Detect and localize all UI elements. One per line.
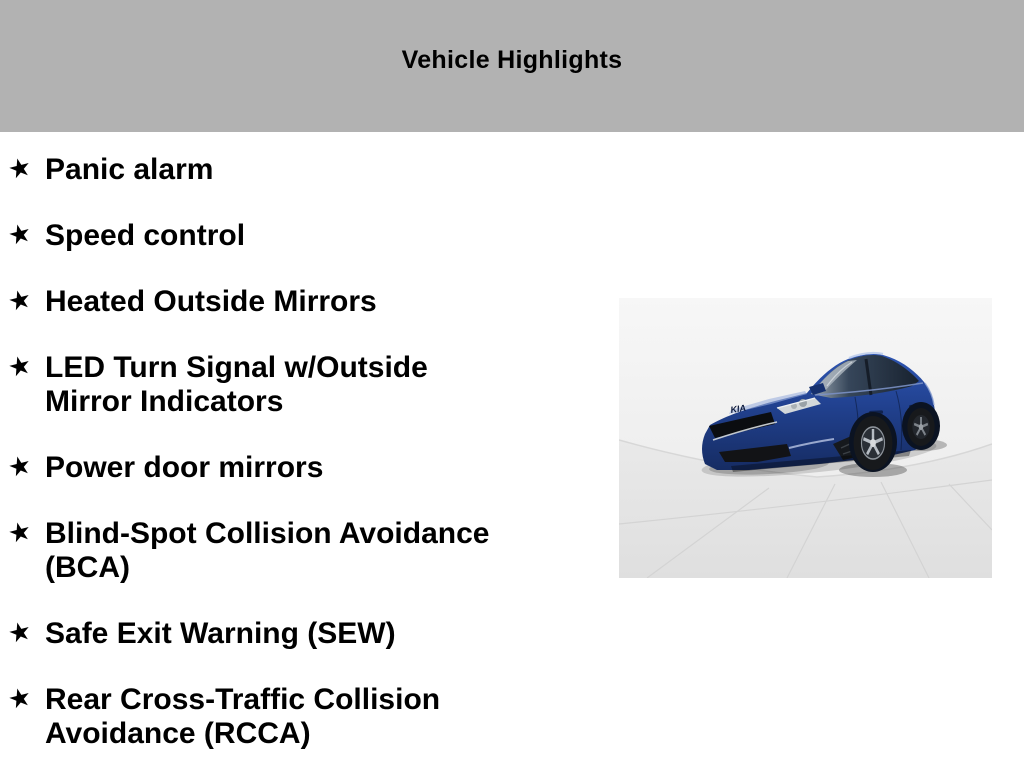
star-bullet-icon: ★ (4, 150, 35, 186)
feature-line: LED Turn Signal w/Outside (45, 351, 428, 384)
feature-text (0, 282, 600, 319)
list-item (0, 614, 600, 651)
feature-text (0, 680, 600, 751)
feature-line: (BCA) (45, 551, 130, 584)
feature-line: Speed control (45, 219, 246, 252)
feature-text (0, 514, 600, 585)
list-item (0, 680, 600, 751)
feature-text (0, 448, 600, 485)
kia-badge: KIA (729, 402, 747, 415)
feature-line: Panic alarm (45, 153, 214, 186)
highlights-list (0, 150, 600, 783)
feature-line: Mirror Indicators (45, 385, 284, 418)
feature-text (0, 614, 600, 651)
list-item (0, 448, 600, 485)
list-item (0, 282, 600, 319)
feature-line: Safe Exit Warning (SEW) (45, 617, 396, 650)
rear-wheel (902, 402, 940, 450)
feature-text (0, 150, 600, 187)
feature-line: Power door mirrors (45, 451, 324, 484)
feature-line: Rear Cross-Traffic Collision (45, 683, 441, 716)
feature-line: Blind-Spot Collision Avoidance (45, 517, 490, 550)
star-bullet-icon: ★ (4, 448, 35, 484)
car (702, 353, 935, 472)
front-wheel (849, 412, 897, 472)
header-bar (0, 0, 1024, 132)
star-bullet-icon: ★ (4, 216, 35, 252)
star-bullet-icon: ★ (4, 680, 35, 716)
list-item (0, 348, 600, 419)
feature-line: Heated Outside Mirrors (45, 285, 377, 318)
feature-text (0, 216, 600, 253)
vehicle-photo-art (619, 298, 992, 578)
star-bullet-icon: ★ (4, 614, 35, 650)
star-bullet-icon: ★ (4, 514, 35, 550)
star-bullet-icon: ★ (4, 282, 35, 318)
feature-text (0, 348, 600, 419)
feature-line: Avoidance (RCCA) (45, 717, 311, 750)
list-item (0, 216, 600, 253)
list-item (0, 514, 600, 585)
list-item (0, 150, 600, 187)
page-title: Vehicle Highlights (401, 45, 623, 74)
star-bullet-icon: ★ (4, 348, 35, 384)
vehicle-photo (619, 298, 992, 578)
